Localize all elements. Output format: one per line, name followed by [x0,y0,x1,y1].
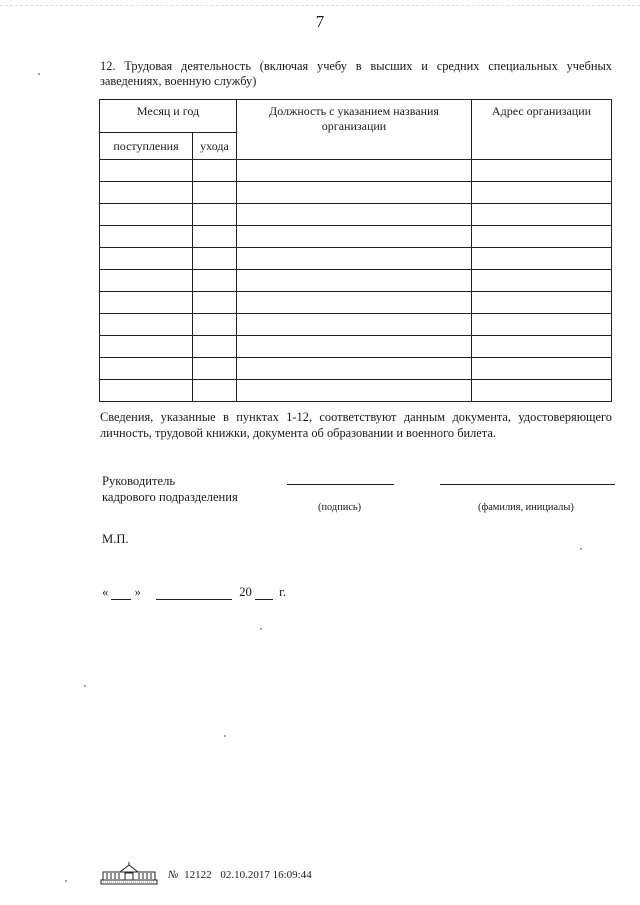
table-row [100,182,612,204]
day-blank[interactable] [111,587,131,600]
cell-start[interactable] [100,182,193,204]
header-position: Должность с указанием названия организации [237,100,472,160]
cell-end[interactable] [193,226,237,248]
header-address: Адрес организации [472,100,612,160]
table-header-row [100,100,612,133]
name-line[interactable] [440,484,615,485]
cell-position[interactable] [237,270,472,292]
cell-address[interactable] [472,336,612,358]
cell-address[interactable] [472,204,612,226]
cell-address[interactable] [472,248,612,270]
doc-number-sign: № [168,869,179,881]
cell-end[interactable] [193,314,237,336]
cell-start[interactable] [100,204,193,226]
cell-position[interactable] [237,182,472,204]
scan-speck [65,880,67,882]
header-month-year: Месяц и год [100,100,237,133]
cell-address[interactable] [472,380,612,402]
table-row [100,248,612,270]
cell-end[interactable] [193,336,237,358]
year-suffix: г. [279,585,287,599]
head-label-line1: Руководитель [102,474,176,488]
cell-start[interactable] [100,358,193,380]
cell-end[interactable] [193,270,237,292]
cell-address[interactable] [472,182,612,204]
cell-end[interactable] [193,380,237,402]
cell-start[interactable] [100,160,193,182]
cell-start[interactable] [100,314,193,336]
signature-line[interactable] [287,484,394,485]
date-row [102,585,286,600]
cell-start[interactable] [100,248,193,270]
cell-end[interactable] [193,160,237,182]
table-row [100,380,612,402]
scan-speck [38,73,40,75]
cell-position[interactable] [237,314,472,336]
cell-position[interactable] [237,336,472,358]
table-body [100,160,612,402]
date-open-quote: « [102,585,109,599]
cell-start[interactable] [100,380,193,402]
signature-caption: (подпись) [318,502,362,513]
year-prefix: 20 [239,585,252,599]
cell-address[interactable] [472,226,612,248]
cell-end[interactable] [193,248,237,270]
cell-position[interactable] [237,358,472,380]
table-row [100,292,612,314]
table-row [100,160,612,182]
cell-end[interactable] [193,182,237,204]
footer-text [168,869,312,881]
scan-speck [84,685,86,687]
cell-address[interactable] [472,160,612,182]
table-row [100,226,612,248]
work-history-table [99,99,612,402]
mp-label: М.П. [102,532,129,546]
cell-position[interactable] [237,226,472,248]
cell-start[interactable] [100,270,193,292]
subheader-start: поступления [100,133,193,160]
head-of-hr-label [102,473,238,505]
scan-noise [0,5,640,8]
cell-address[interactable] [472,292,612,314]
table-row [100,270,612,292]
section-title: 12. Трудовая деятельность (включая учебу в высших и средних специальных учебных заведениях, военную службу) [100,59,612,88]
cell-address[interactable] [472,358,612,380]
date-close-quote: » [134,585,141,599]
building-logo-icon [100,861,158,885]
name-caption: (фамилия, инициалы) [478,502,574,513]
subheader-end: ухода [193,133,237,160]
cell-position[interactable] [237,204,472,226]
table-row [100,336,612,358]
scan-speck [224,735,226,737]
head-label-line2: кадрового подразделения [102,490,238,504]
cell-start[interactable] [100,292,193,314]
cell-start[interactable] [100,226,193,248]
scan-speck [580,548,582,550]
cell-position[interactable] [237,160,472,182]
cell-start[interactable] [100,336,193,358]
page-number: 7 [315,12,325,31]
cell-end[interactable] [193,204,237,226]
doc-number: 12122 [184,869,212,881]
cell-address[interactable] [472,270,612,292]
cell-address[interactable] [472,314,612,336]
cell-position[interactable] [237,292,472,314]
doc-timestamp: 02.10.2017 16:09:44 [220,869,312,881]
table-row [100,358,612,380]
year-blank[interactable] [255,587,273,600]
table-row [100,314,612,336]
cell-position[interactable] [237,248,472,270]
month-blank[interactable] [156,587,232,600]
confirmation-note: Сведения, указанные в пунктах 1-12, соответствуют данным документа, удостоверяющего личность, трудовой книжки, документа об образовании и военного билета. [100,410,612,440]
cell-position[interactable] [237,380,472,402]
cell-end[interactable] [193,292,237,314]
cell-end[interactable] [193,358,237,380]
scan-speck [260,628,262,630]
table-row [100,204,612,226]
